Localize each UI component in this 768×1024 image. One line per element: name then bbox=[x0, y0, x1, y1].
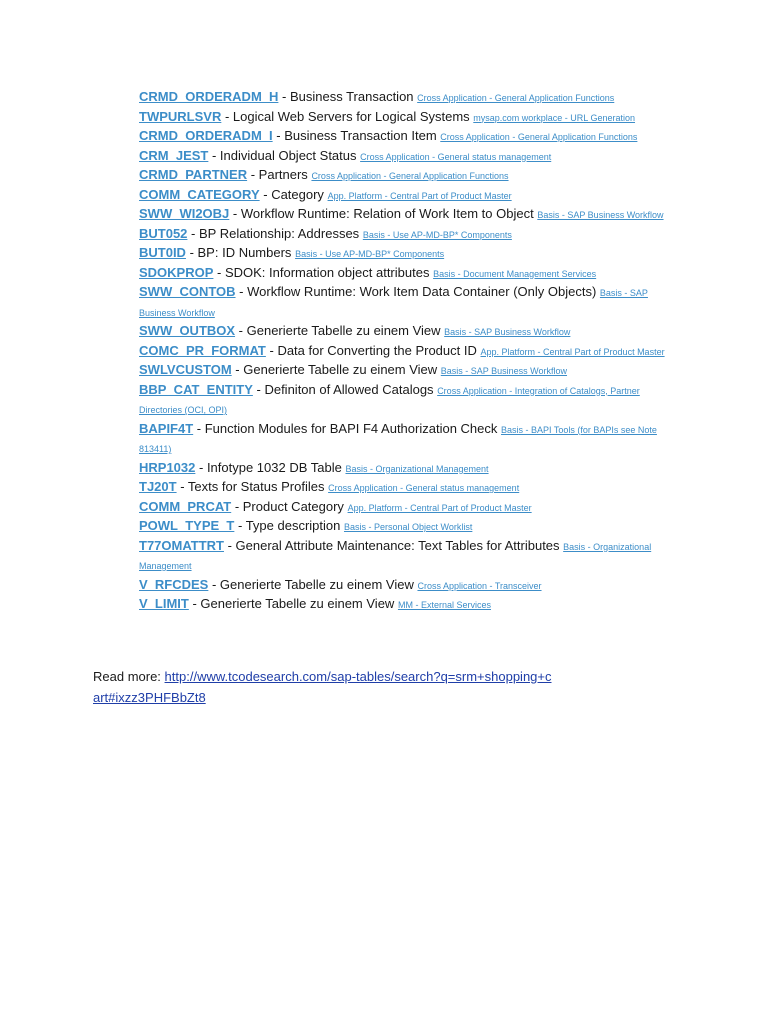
table-code-link[interactable]: SWW_WI2OBJ bbox=[139, 206, 230, 221]
table-description: BP: ID Numbers bbox=[197, 245, 292, 260]
table-code-link[interactable]: CRMD_ORDERADM_I bbox=[139, 128, 273, 143]
table-entry bbox=[139, 517, 679, 537]
separator: - bbox=[259, 186, 272, 202]
table-description: Individual Object Status bbox=[219, 147, 357, 163]
category-link[interactable]: MM - External Services bbox=[397, 600, 491, 610]
table-code-link[interactable]: HRP1032 bbox=[139, 459, 196, 475]
table-code-link[interactable]: BBP_CAT_ENTITY bbox=[139, 381, 253, 397]
category-link[interactable]: Basis - SAP Business Workflow bbox=[537, 210, 664, 220]
category-link[interactable]: Cross Application - General status management bbox=[328, 483, 520, 493]
table-entry bbox=[139, 576, 679, 596]
table-entry bbox=[139, 166, 679, 186]
category-link[interactable]: Basis - Document Management Services bbox=[433, 268, 597, 279]
read-more-link[interactable]: http://www.tcodesearch.com/sap-tables/search?q=srm+shopping+cart#ixzz3PHFBbZt8 bbox=[93, 669, 552, 705]
table-list bbox=[139, 88, 679, 615]
category-link[interactable]: Cross Application - General Application Functions bbox=[417, 93, 615, 103]
table-description: General Attribute Maintenance: Text Tables for Attributes bbox=[235, 537, 560, 553]
table-entry bbox=[139, 186, 679, 206]
separator: - bbox=[265, 342, 278, 358]
table-description: Business Transaction Item bbox=[284, 128, 437, 143]
table-code-link[interactable]: COMC_PR_FORMAT bbox=[139, 342, 266, 358]
table-entry bbox=[139, 342, 679, 362]
table-description: Logical Web Servers for Logical Systems bbox=[232, 108, 470, 124]
table-description: Generierte Tabelle zu einem View bbox=[246, 323, 441, 338]
category-link[interactable]: Cross Application - General Application Functions bbox=[440, 132, 638, 142]
category-link[interactable]: Basis - SAP Business Workflow bbox=[139, 288, 648, 318]
separator: - bbox=[185, 245, 198, 260]
category-link[interactable]: App. Platform - Central Part of Product Master bbox=[347, 502, 532, 513]
separator: - bbox=[247, 167, 259, 182]
separator: - bbox=[213, 264, 225, 280]
table-description: Workflow Runtime: Relation of Work Item to Object bbox=[240, 206, 534, 221]
table-description: Generierte Tabelle zu einem View bbox=[219, 576, 414, 592]
separator: - bbox=[188, 596, 201, 611]
category-link[interactable]: Cross Application - General status management bbox=[360, 151, 552, 162]
table-entry bbox=[139, 595, 679, 615]
separator: - bbox=[193, 420, 205, 436]
table-entry bbox=[139, 498, 679, 518]
separator: - bbox=[229, 206, 241, 221]
table-code-link[interactable]: CRM_JEST bbox=[139, 147, 209, 163]
table-description: Texts for Status Profiles bbox=[187, 479, 325, 494]
table-entry bbox=[139, 361, 679, 381]
separator: - bbox=[208, 147, 220, 163]
table-code-link[interactable]: COMM_CATEGORY bbox=[139, 186, 260, 202]
table-code-link[interactable]: BUT0ID bbox=[139, 245, 186, 260]
separator: - bbox=[231, 362, 244, 377]
table-code-link[interactable]: BUT052 bbox=[139, 225, 188, 241]
category-link[interactable]: Basis - Personal Object Worklist bbox=[343, 522, 473, 532]
separator: - bbox=[176, 479, 188, 494]
table-code-link[interactable]: V_RFCDES bbox=[139, 576, 209, 592]
separator: - bbox=[187, 225, 199, 241]
separator: - bbox=[231, 498, 243, 514]
separator: - bbox=[272, 128, 285, 143]
table-code-link[interactable]: CRMD_ORDERADM_H bbox=[139, 89, 279, 104]
table-code-link[interactable]: SWW_OUTBOX bbox=[139, 323, 236, 338]
table-description: Partners bbox=[258, 167, 308, 182]
table-entry bbox=[139, 322, 679, 342]
table-entry bbox=[139, 381, 679, 420]
category-link[interactable]: Basis - BAPI Tools (for BAPIs see Note 813411) bbox=[139, 424, 657, 454]
table-entry bbox=[139, 225, 679, 245]
table-code-link[interactable]: T77OMATTRT bbox=[139, 537, 224, 553]
separator: - bbox=[235, 323, 247, 338]
separator: - bbox=[234, 518, 246, 533]
category-link[interactable]: Basis - SAP Business Workflow bbox=[444, 327, 571, 337]
category-link[interactable]: Basis - Organizational Management bbox=[345, 463, 489, 474]
category-link[interactable]: Cross Application - Transceiver bbox=[417, 580, 542, 591]
table-entry bbox=[139, 127, 679, 147]
separator: - bbox=[208, 576, 220, 592]
table-entry bbox=[139, 478, 679, 498]
separator: - bbox=[252, 381, 265, 397]
table-description: BP Relationship: Addresses bbox=[198, 225, 360, 241]
category-link[interactable]: Cross Application - Integration of Catalogs, Partner Directories (OCI, OPI) bbox=[139, 385, 640, 415]
table-code-link[interactable]: V_LIMIT bbox=[139, 596, 189, 611]
table-description: Business Transaction bbox=[289, 89, 414, 104]
table-entry bbox=[139, 205, 679, 225]
table-code-link[interactable]: SDOKPROP bbox=[139, 264, 214, 280]
table-code-link[interactable]: BAPIF4T bbox=[139, 420, 194, 436]
table-description: Function Modules for BAPI F4 Authorization Check bbox=[204, 420, 498, 436]
table-description: Type description bbox=[245, 518, 341, 533]
table-entry bbox=[139, 459, 679, 479]
table-entry bbox=[139, 283, 679, 322]
table-description: Workflow Runtime: Work Item Data Container (Only Objects) bbox=[247, 284, 597, 299]
table-description: Generierte Tabelle zu einem View bbox=[200, 596, 395, 611]
category-link[interactable]: mysap.com workplace - URL Generation bbox=[473, 112, 636, 123]
table-code-link[interactable]: CRMD_PARTNER bbox=[139, 167, 248, 182]
category-link[interactable]: App. Platform - Central Part of Product Master bbox=[480, 346, 665, 357]
read-more-label: Read more: bbox=[93, 669, 165, 684]
category-link[interactable]: Basis - Use AP-MD-BP* Components bbox=[295, 249, 445, 259]
table-entry bbox=[139, 147, 679, 167]
table-description: Product Category bbox=[242, 498, 344, 514]
table-entry bbox=[139, 244, 679, 264]
table-entry bbox=[139, 88, 679, 108]
category-link[interactable]: Basis - Organizational Management bbox=[139, 541, 652, 571]
separator: - bbox=[195, 459, 207, 475]
table-entry bbox=[139, 108, 679, 128]
table-description: Definiton of Allowed Catalogs bbox=[264, 381, 434, 397]
table-description: Data for Converting the Product ID bbox=[277, 342, 477, 358]
separator: - bbox=[223, 537, 236, 553]
category-link[interactable]: Basis - SAP Business Workflow bbox=[440, 366, 568, 376]
separator: - bbox=[235, 284, 248, 299]
separator: - bbox=[278, 89, 290, 104]
table-code-link[interactable]: TWPURLSVR bbox=[139, 108, 222, 124]
table-code-link[interactable]: TJ20T bbox=[139, 479, 177, 494]
table-description: Generierte Tabelle zu einem View bbox=[243, 362, 438, 377]
category-link[interactable]: App. Platform - Central Part of Product Master bbox=[327, 190, 512, 201]
table-description: Category bbox=[271, 186, 324, 202]
read-more bbox=[93, 667, 553, 708]
table-entry bbox=[139, 264, 679, 284]
table-code-link[interactable]: SWLVCUSTOM bbox=[139, 362, 232, 377]
table-entry bbox=[139, 420, 679, 459]
category-link[interactable]: Cross Application - General Application Functions bbox=[311, 171, 509, 181]
table-description: Infotype 1032 DB Table bbox=[206, 459, 342, 475]
table-code-link[interactable]: COMM_PRCAT bbox=[139, 498, 232, 514]
category-link[interactable]: Basis - Use AP-MD-BP* Components bbox=[362, 229, 512, 240]
separator: - bbox=[221, 108, 233, 124]
table-entry bbox=[139, 537, 679, 576]
table-code-link[interactable]: SWW_CONTOB bbox=[139, 284, 236, 299]
table-description: SDOK: Information object attributes bbox=[224, 264, 430, 280]
table-code-link[interactable]: POWL_TYPE_T bbox=[139, 518, 235, 533]
